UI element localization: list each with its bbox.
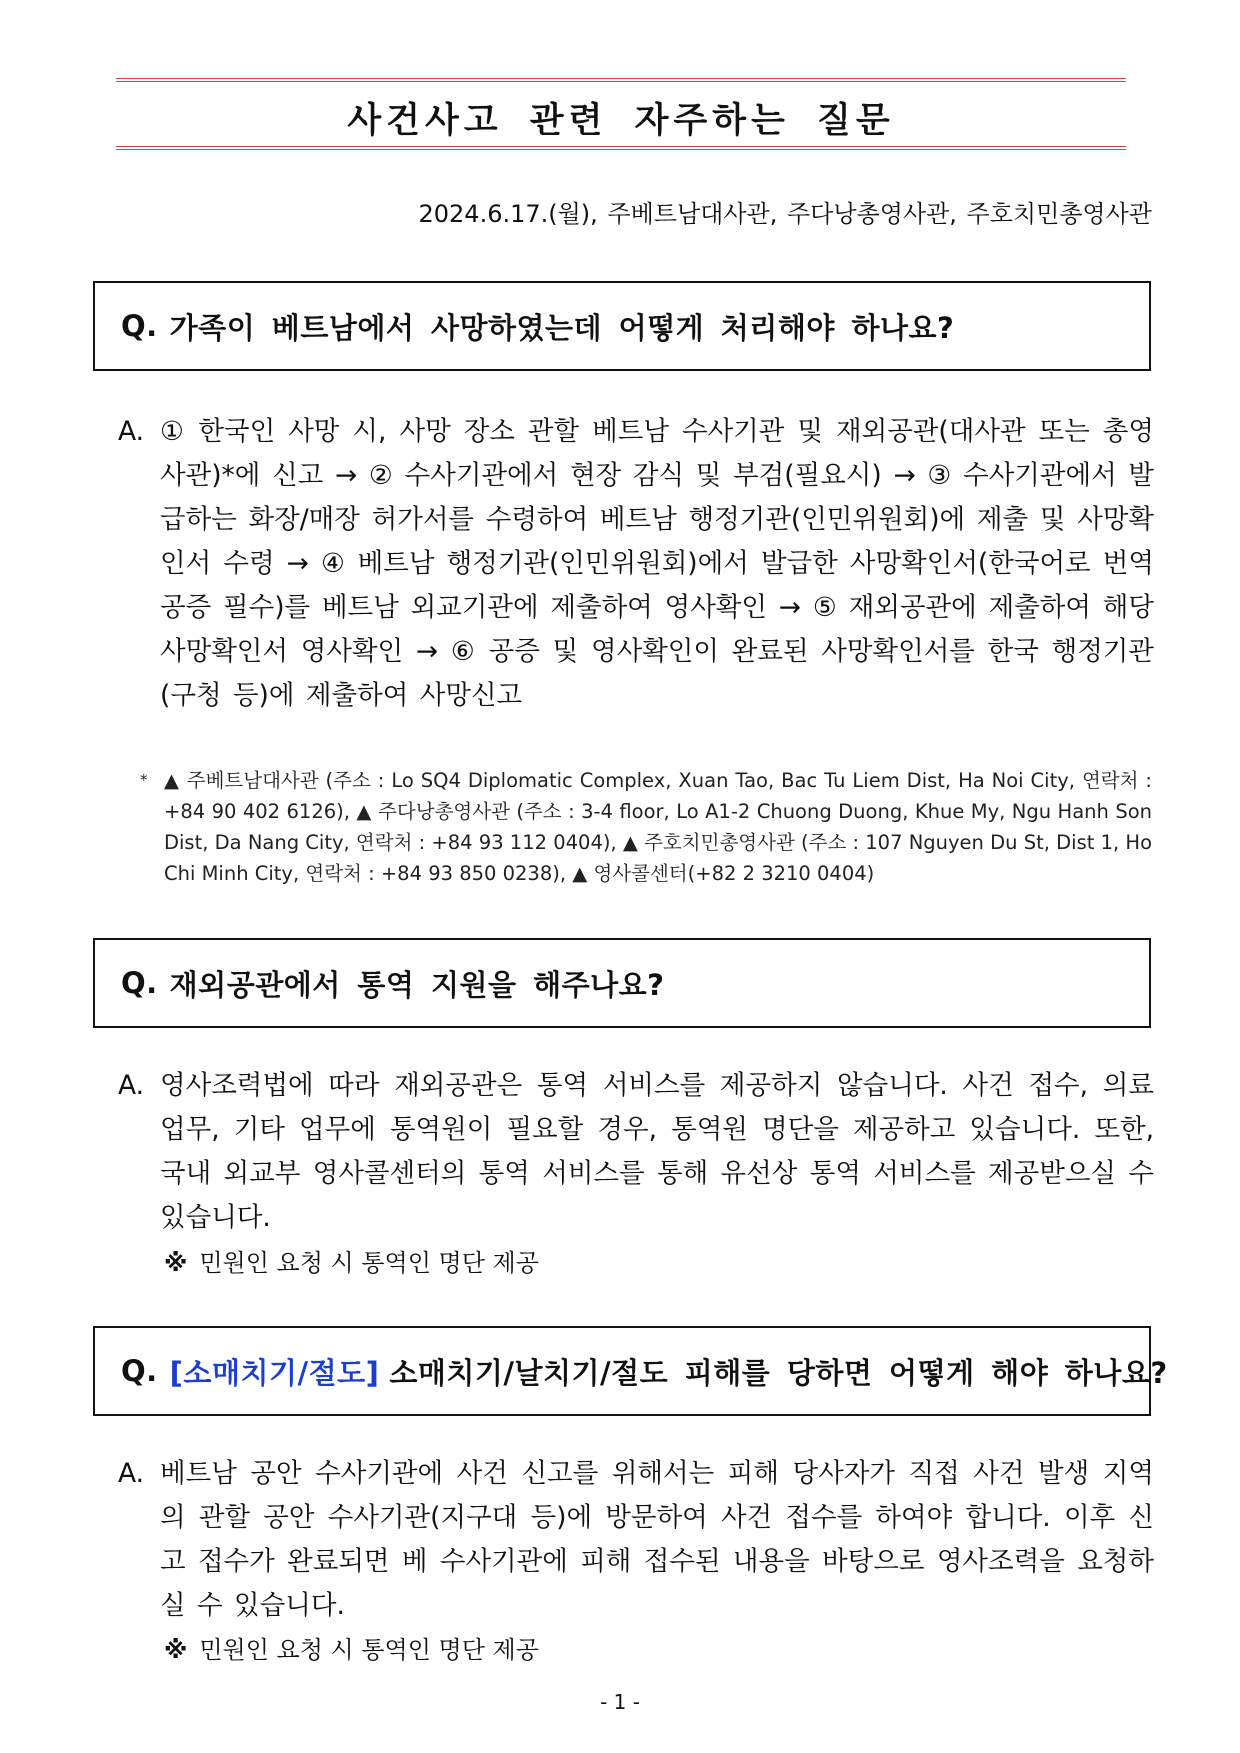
answer-label: A. xyxy=(118,1458,145,1489)
reference-mark: ※ xyxy=(164,1249,188,1277)
page-number: - 1 - xyxy=(600,1690,640,1714)
question-text: 소매치기/날치기/절도 피해를 당하면 어떻게 해야 하나요? xyxy=(389,1355,1168,1390)
answer-text: ① 한국인 사망 시, 사망 장소 관할 베트남 수사기관 및 재외공관(대사관 또는 총영사관)*에 신고 → ② 수사기관에서 현장 감식 및 부검(필요시) → ③ 수사기관에서 발급하는 화장/매장 허가서를 수령하여 베트남 행정기관(인민위원회)에 제출 및 사망확인서 수령 → ④ 베트남 행정기관(인민위원회)에서 발급한 사망확인서(한국어로 번역공증 필수)를 베트남 외교기관에 제출하여 영사확인 → ⑤ 재외공관에 제출하여 해당 사망확인서 영사확인 → ⑥ 공증 및 영사확인이 완료된 사망확인서를 한국 행정기관(구청 등)에 제출하여 사망신고 xyxy=(160,416,1154,711)
answer-text: 영사조력법에 따라 재외공관은 통역 서비스를 제공하지 않습니다. 사건 접수, 의료 업무, 기타 업무에 통역원이 필요할 경우, 통역원 명단을 제공하고 있습니다. 또한, 국내 외교부 영사콜센터의 통역 서비스를 통해 유선상 통역 서비스를 제공받으실 수 있습니다. xyxy=(160,1070,1154,1233)
title-bottom-rule xyxy=(116,146,1126,150)
date-line: 2024.6.17.(월), 주베트남대사관, 주다낭총영사관, 주호치민총영사관 xyxy=(418,200,1152,228)
reference-text: 민원인 요청 시 통역인 명단 제공 xyxy=(199,1636,539,1664)
answer-label: A. xyxy=(118,416,145,447)
page-title: 사건사고 관련 자주하는 질문 xyxy=(347,101,895,141)
footnote xyxy=(140,765,1152,889)
question-text: 재외공관에서 통역 지원을 해주나요? xyxy=(169,967,665,1002)
reference-text: 민원인 요청 시 통역인 명단 제공 xyxy=(199,1249,539,1277)
reference-note-2 xyxy=(164,1243,539,1278)
reference-mark: ※ xyxy=(164,1636,188,1664)
question-tag: [소매치기/절도] xyxy=(169,1355,380,1390)
question-box-1 xyxy=(93,281,1151,371)
question-box-2 xyxy=(93,938,1151,1028)
question-prefix: Q. xyxy=(121,1354,158,1388)
question-prefix: Q. xyxy=(121,309,158,343)
answer-1 xyxy=(118,410,1154,718)
title-top-rule xyxy=(116,78,1126,82)
answer-2 xyxy=(118,1064,1154,1240)
title-block xyxy=(116,78,1126,150)
answer-text: 베트남 공안 수사기관에 사건 신고를 위해서는 피해 당사자가 직접 사건 발생 지역의 관할 공안 수사기관(지구대 등)에 방문하여 사건 접수를 하여야 합니다. 이후 신고 접수가 완료되면 베 수사기관에 피해 접수된 내용을 바탕으로 영사조력을 요청하실 수 있습니다. xyxy=(160,1458,1154,1621)
question-prefix: Q. xyxy=(121,966,158,1000)
answer-label: A. xyxy=(118,1070,145,1101)
reference-note-3 xyxy=(164,1630,539,1665)
question-box-3 xyxy=(93,1326,1168,1416)
question-text: 가족이 베트남에서 사망하였는데 어떻게 처리해야 하나요? xyxy=(169,310,955,345)
footnote-text: ▲ 주베트남대사관 (주소 : Lo SQ4 Diplomatic Complex, Xuan Tao, Bac Tu Liem Dist, Ha Noi City, 연락처 : +84 90 402 6126), ▲ 주다낭총영사관 (주소 : 3-4 floor, Lo A1-2 Chuong Duong, Khue My, Ngu Hanh Son Dist, Da Nang City, 연락처 : +84 93 112 0404), ▲ 주호치민총영사관 (주소 : 107 Nguyen Du St, Dist 1, Ho Chi Minh City, 연락처 : +84 93 850 0238), ▲ 영사콜센터(+82 2 3210 0404) xyxy=(164,769,1152,885)
answer-3 xyxy=(118,1452,1154,1628)
footnote-mark: * xyxy=(140,771,148,789)
